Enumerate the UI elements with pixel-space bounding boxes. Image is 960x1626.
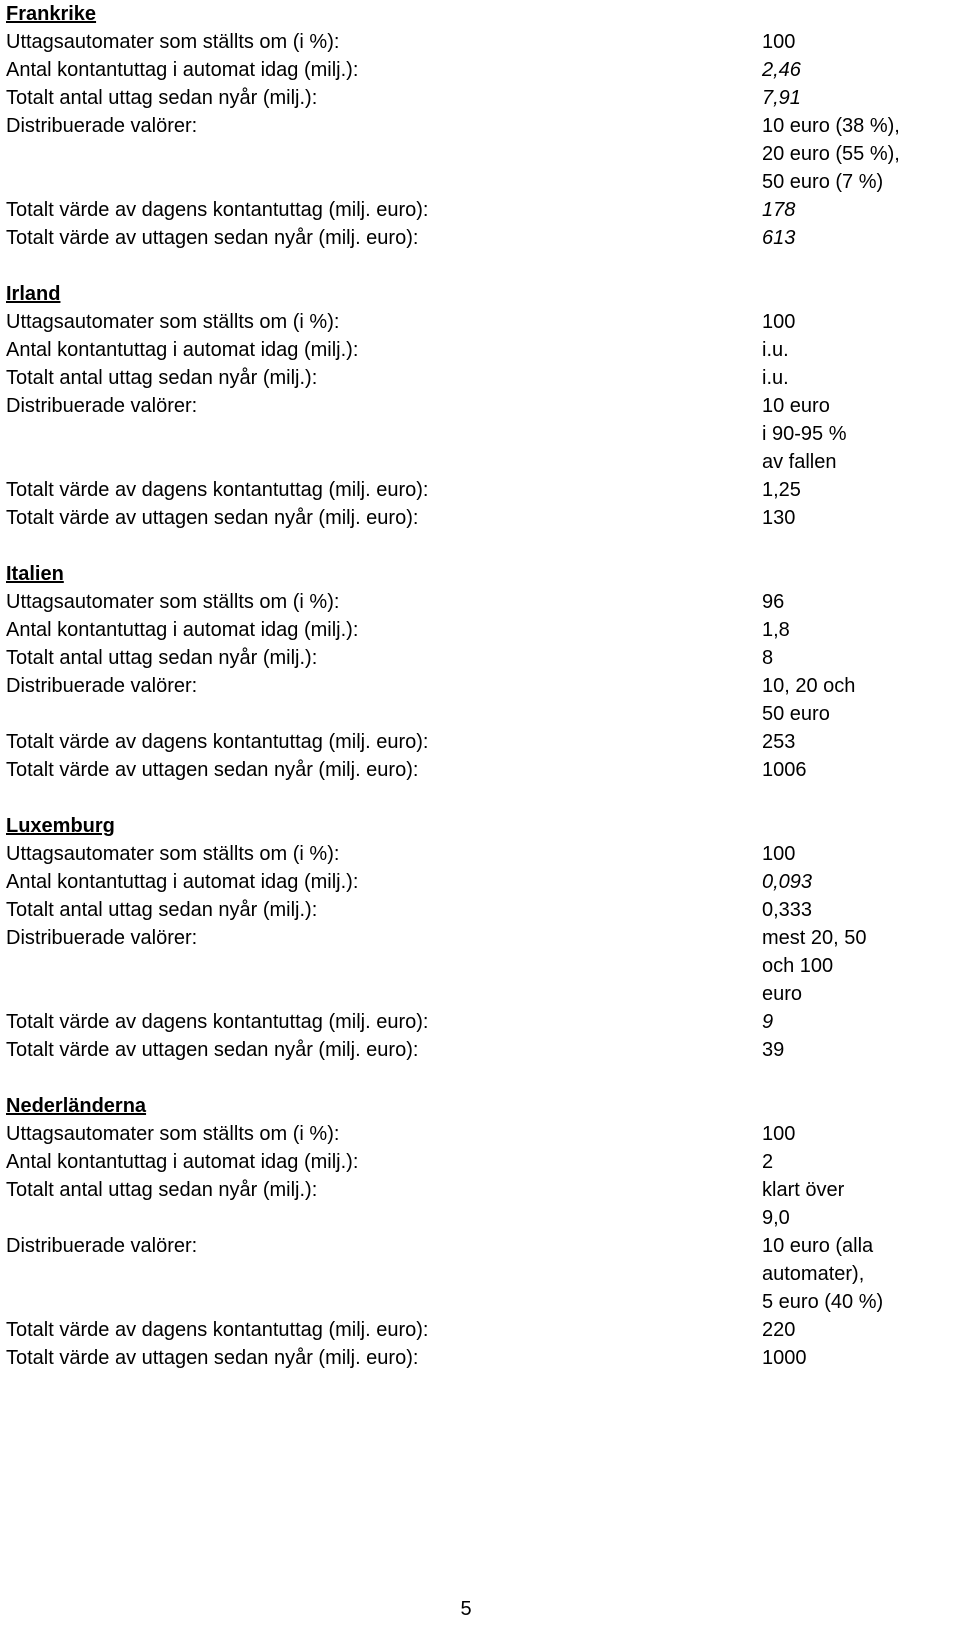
stat-value (762, 1036, 956, 1064)
stat-value-line: 0,093 (762, 871, 813, 893)
stat-row (6, 924, 956, 1008)
stat-row (6, 84, 956, 112)
stat-label: Antal kontantuttag i automat idag (milj.): (6, 871, 359, 893)
stat-label: Totalt värde av dagens kontantuttag (milj. euro): (6, 479, 429, 501)
stat-row (6, 1344, 956, 1372)
stat-label: Totalt värde av uttagen sedan nyår (milj. euro): (6, 1347, 419, 1369)
stat-value-line: euro (762, 983, 803, 1005)
country-heading: Italien (6, 563, 64, 585)
stat-value (762, 1176, 956, 1232)
country-section (6, 280, 956, 532)
stat-value-line: 178 (762, 199, 796, 221)
stat-label: Totalt värde av dagens kontantuttag (milj. euro): (6, 731, 429, 753)
stat-row (6, 1148, 956, 1176)
stat-row (6, 1232, 956, 1316)
stat-value (762, 644, 956, 672)
stat-value (762, 1232, 956, 1316)
stat-value-line: 130 (762, 507, 796, 529)
stat-row (6, 392, 956, 476)
stat-value-line: i 90-95 % (762, 423, 847, 445)
stat-value (762, 1120, 956, 1148)
stat-row (6, 672, 956, 728)
stat-value-line: 1,25 (762, 479, 801, 501)
stat-value-line: klart över (762, 1179, 845, 1201)
stat-value-line: 100 (762, 843, 796, 865)
stat-label: Uttagsautomater som ställts om (i %): (6, 31, 340, 53)
stat-value (762, 28, 956, 56)
stat-label: Antal kontantuttag i automat idag (milj.): (6, 59, 359, 81)
stat-row (6, 1176, 956, 1232)
stat-row (6, 196, 956, 224)
page-number (0, 1597, 960, 1621)
stat-value (762, 1344, 956, 1372)
stat-row (6, 112, 956, 196)
stat-label: Totalt antal uttag sedan nyår (milj.): (6, 87, 318, 109)
stat-label: Totalt värde av uttagen sedan nyår (milj. euro): (6, 759, 419, 781)
stat-value (762, 756, 956, 784)
stat-value-line: 8 (762, 647, 774, 669)
stat-value (762, 364, 956, 392)
section-gap (6, 532, 956, 560)
stat-value-line: 0,333 (762, 899, 813, 921)
stat-label: Totalt värde av dagens kontantuttag (milj. euro): (6, 1011, 429, 1033)
stat-value (762, 56, 956, 84)
stat-value-line: automater), (762, 1263, 865, 1285)
stat-value-line: 220 (762, 1319, 796, 1341)
stat-value-line: 2 (762, 1151, 774, 1173)
stat-value-line: 10 euro (alla (762, 1235, 874, 1257)
stat-value-line: i.u. (762, 367, 789, 389)
section-gap (6, 252, 956, 280)
stat-row (6, 756, 956, 784)
stat-row (6, 728, 956, 756)
stat-label: Uttagsautomater som ställts om (i %): (6, 843, 340, 865)
stat-label: Distribuerade valörer: (6, 927, 198, 949)
country-section (6, 0, 956, 252)
stat-value-line: 50 euro (762, 703, 830, 725)
stat-label: Totalt värde av uttagen sedan nyår (milj. euro): (6, 507, 419, 529)
country-heading: Irland (6, 283, 61, 305)
stat-label: Distribuerade valörer: (6, 675, 198, 697)
stat-value (762, 672, 956, 728)
country-section (6, 1092, 956, 1372)
stat-label: Totalt värde av uttagen sedan nyår (milj. euro): (6, 1039, 419, 1061)
stat-value (762, 924, 956, 1008)
stat-label: Totalt antal uttag sedan nyår (milj.): (6, 899, 318, 921)
stat-row (6, 364, 956, 392)
stat-row (6, 644, 956, 672)
stat-value-line: 10 euro (38 %), (762, 115, 900, 137)
stat-value (762, 896, 956, 924)
stat-value (762, 196, 956, 224)
country-heading: Nederländerna (6, 1095, 147, 1117)
stat-label: Antal kontantuttag i automat idag (milj.): (6, 619, 359, 641)
country-section (6, 560, 956, 784)
stat-value-line: av fallen (762, 451, 837, 473)
stat-label: Antal kontantuttag i automat idag (milj.): (6, 339, 359, 361)
stat-label: Uttagsautomater som ställts om (i %): (6, 591, 340, 613)
stat-row (6, 56, 956, 84)
page-number-text: 5 (460, 1598, 472, 1620)
stat-row (6, 896, 956, 924)
country-section (6, 812, 956, 1064)
stat-row (6, 1316, 956, 1344)
stat-value-line: 50 euro (7 %) (762, 171, 884, 193)
stat-value-line: 9,0 (762, 1207, 790, 1229)
stat-value-line: 20 euro (55 %), (762, 143, 900, 165)
stat-value-line: i.u. (762, 339, 789, 361)
stat-row (6, 476, 956, 504)
stat-label: Distribuerade valörer: (6, 1235, 198, 1257)
country-heading: Luxemburg (6, 815, 115, 837)
stat-value (762, 1316, 956, 1344)
stat-label: Totalt värde av dagens kontantuttag (milj. euro): (6, 199, 429, 221)
stat-label: Uttagsautomater som ställts om (i %): (6, 311, 340, 333)
stat-row (6, 336, 956, 364)
stat-value (762, 868, 956, 896)
stat-value-line: 39 (762, 1039, 785, 1061)
stat-value (762, 1008, 956, 1036)
stat-label: Distribuerade valörer: (6, 395, 198, 417)
stat-value-line: 100 (762, 311, 796, 333)
stat-row (6, 1036, 956, 1064)
stat-value-line: 10 euro (762, 395, 830, 417)
stat-row (6, 1120, 956, 1148)
stat-row (6, 308, 956, 336)
stat-row (6, 588, 956, 616)
stat-value-line: 100 (762, 1123, 796, 1145)
stat-value-line: 1,8 (762, 619, 790, 641)
stat-row (6, 840, 956, 868)
stat-value (762, 476, 956, 504)
stat-value-line: 2,46 (762, 59, 801, 81)
stat-value-line: 253 (762, 731, 796, 753)
stat-value-line: 7,91 (762, 87, 801, 109)
stat-value-line: och 100 (762, 955, 834, 977)
stat-value (762, 84, 956, 112)
stat-value (762, 504, 956, 532)
section-gap (6, 784, 956, 812)
stat-value (762, 1148, 956, 1176)
stat-value-line: mest 20, 50 (762, 927, 867, 949)
stat-value (762, 112, 956, 196)
stat-row (6, 1008, 956, 1036)
stat-value-line: 1006 (762, 759, 807, 781)
country-heading: Frankrike (6, 3, 97, 25)
stat-label: Totalt värde av uttagen sedan nyår (milj. euro): (6, 227, 419, 249)
stat-value (762, 840, 956, 868)
stat-value (762, 616, 956, 644)
stat-row (6, 504, 956, 532)
stat-label: Uttagsautomater som ställts om (i %): (6, 1123, 340, 1145)
stat-value-line: 9 (762, 1011, 774, 1033)
stat-value (762, 588, 956, 616)
stat-row (6, 28, 956, 56)
section-gap (6, 1064, 956, 1092)
stat-label: Totalt antal uttag sedan nyår (milj.): (6, 647, 318, 669)
document-page (6, 0, 956, 1372)
stat-row (6, 868, 956, 896)
stat-label: Antal kontantuttag i automat idag (milj.): (6, 1151, 359, 1173)
stat-value (762, 224, 956, 252)
stat-value-line: 5 euro (40 %) (762, 1291, 884, 1313)
stat-value (762, 728, 956, 756)
stat-row (6, 616, 956, 644)
stat-value (762, 308, 956, 336)
stat-label: Totalt antal uttag sedan nyår (milj.): (6, 1179, 318, 1201)
stat-label: Distribuerade valörer: (6, 115, 198, 137)
stat-value-line: 10, 20 och (762, 675, 856, 697)
stat-value-line: 613 (762, 227, 796, 249)
stat-label: Totalt värde av dagens kontantuttag (milj. euro): (6, 1319, 429, 1341)
stat-label: Totalt antal uttag sedan nyår (milj.): (6, 367, 318, 389)
stat-value-line: 1000 (762, 1347, 807, 1369)
stat-row (6, 224, 956, 252)
stat-value (762, 392, 956, 476)
stat-value-line: 96 (762, 591, 785, 613)
stat-value (762, 336, 956, 364)
stat-value-line: 100 (762, 31, 796, 53)
